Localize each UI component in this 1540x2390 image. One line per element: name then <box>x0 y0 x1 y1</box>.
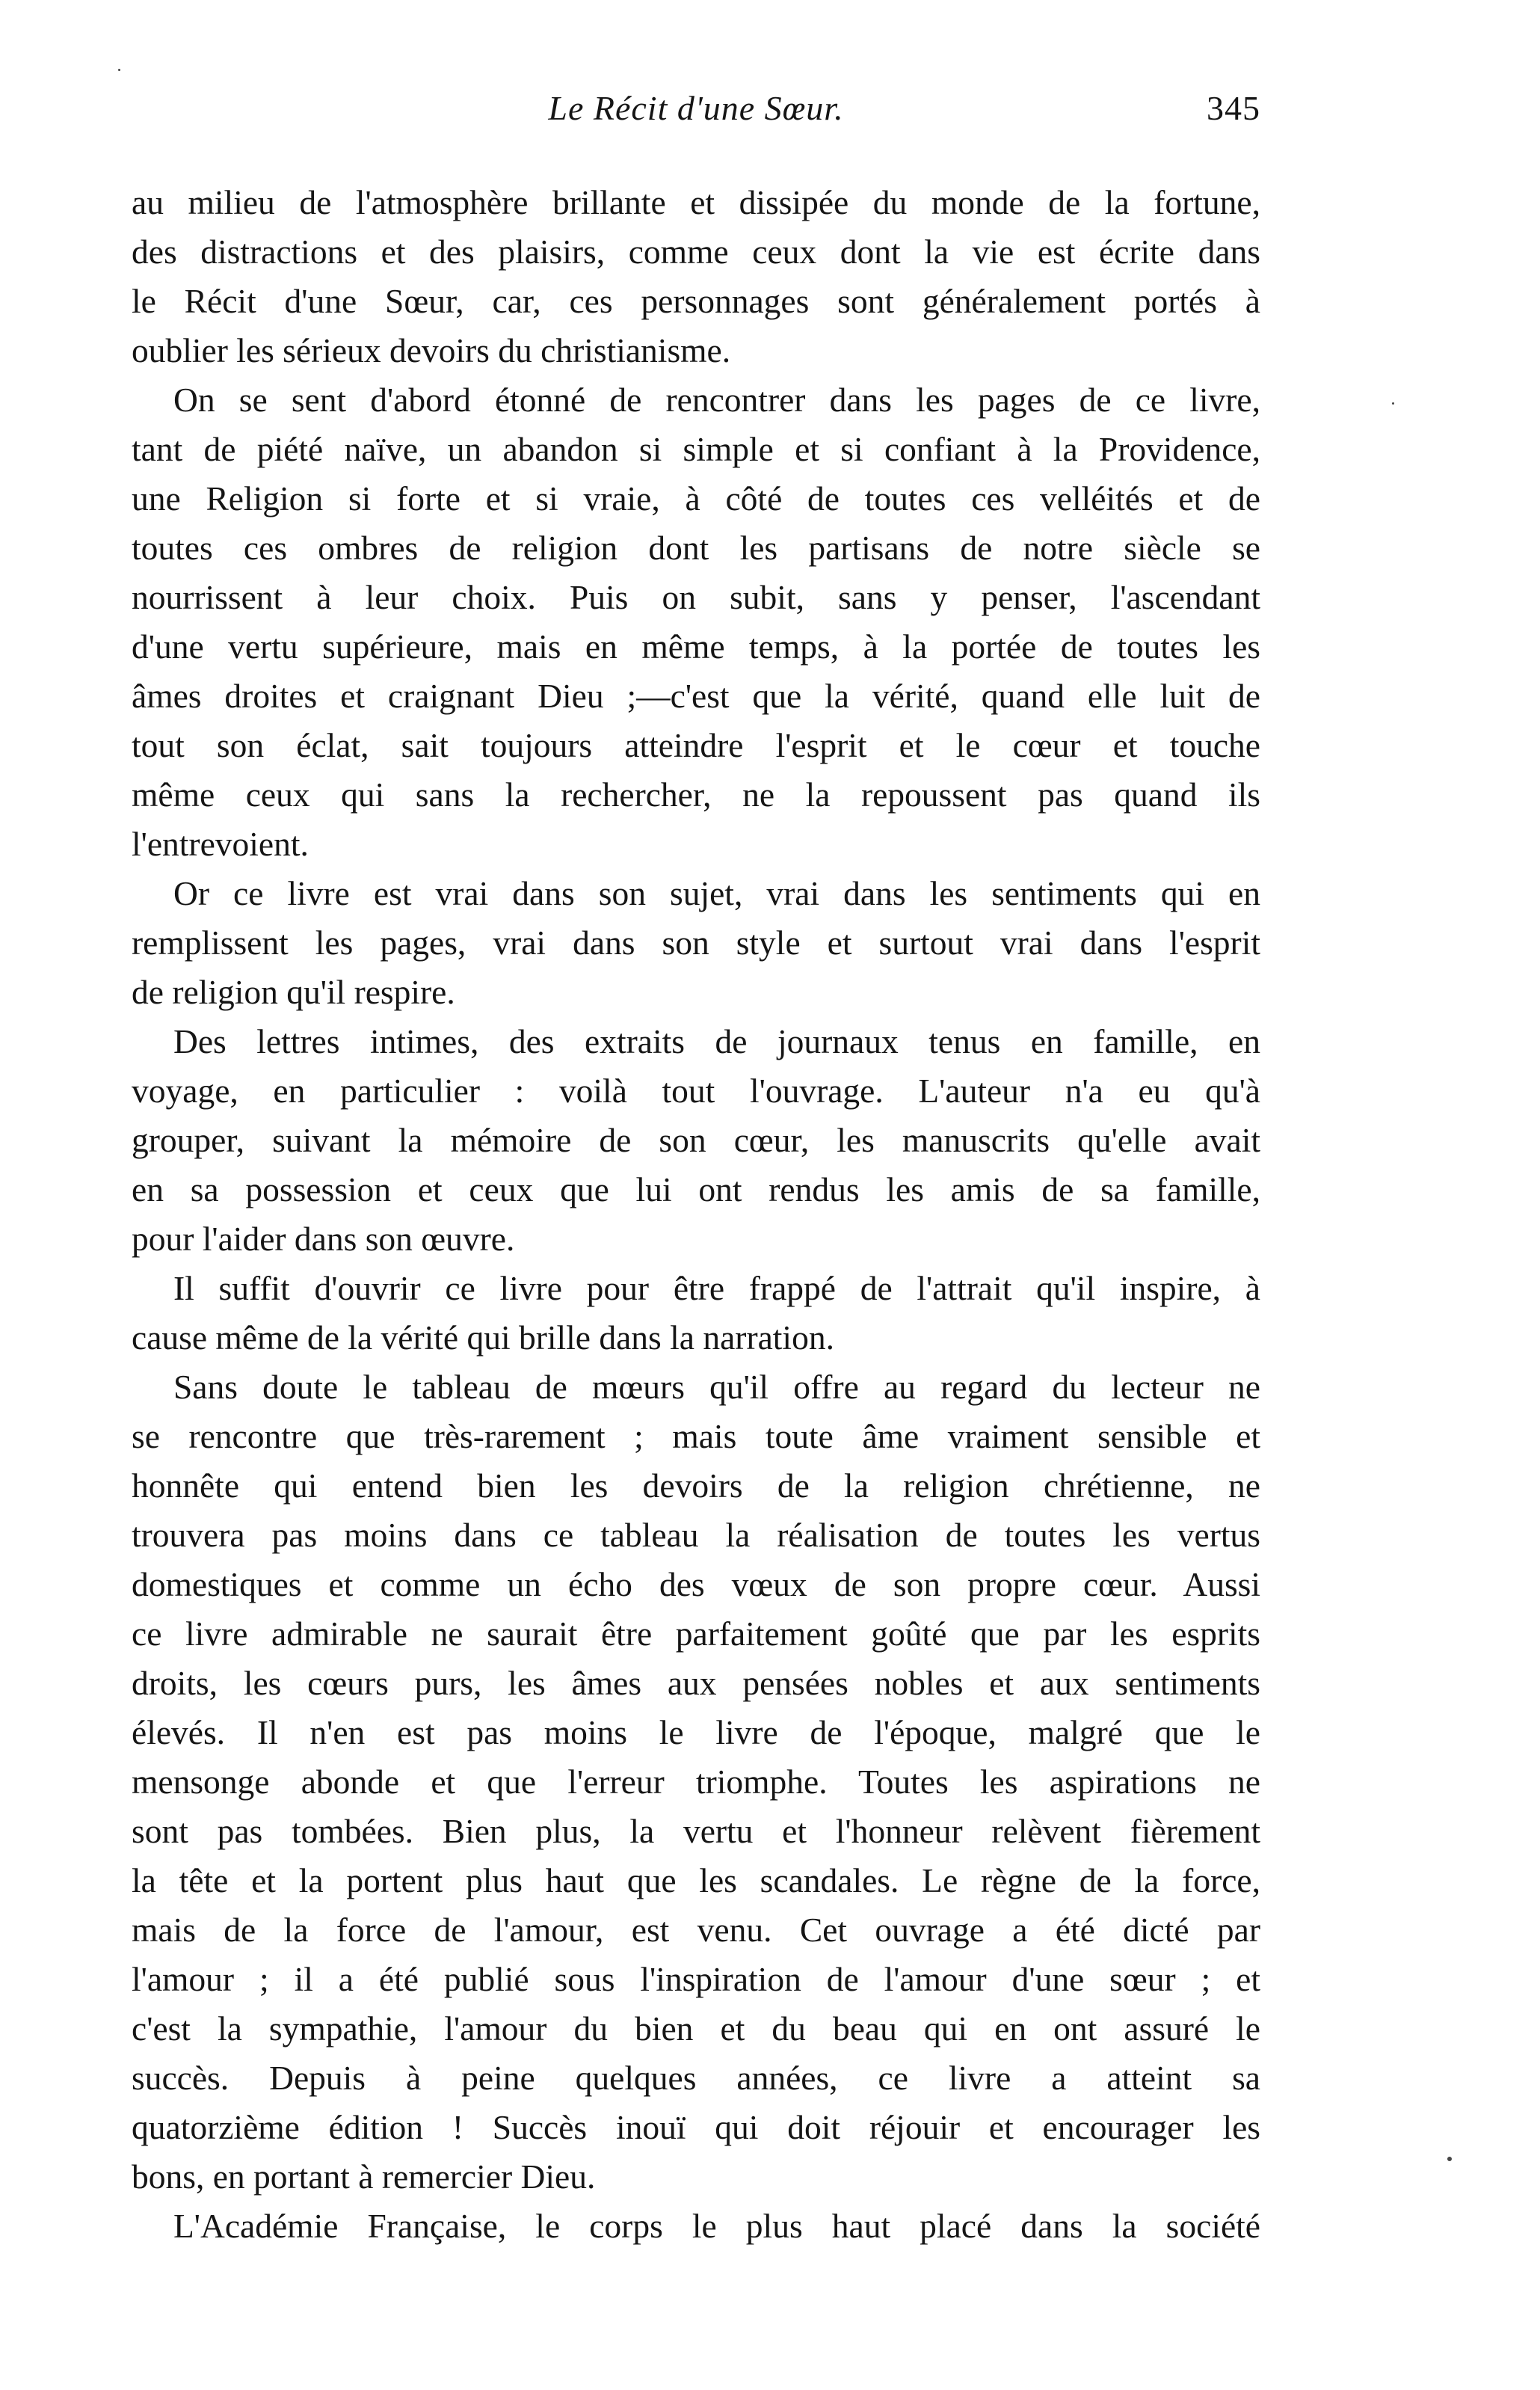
text-line: droits, les cœurs purs, les âmes aux pensées nobles et aux sentiments <box>132 1664 1260 1702</box>
text-line: des distractions et des plaisirs, comme ceux dont la vie est écrite dans <box>132 233 1260 271</box>
text-line: même ceux qui sans la rechercher, ne la repoussent pas quand ils <box>132 775 1260 814</box>
text-line: c'est la sympathie, l'amour du bien et du beau qui en ont assuré le <box>132 2009 1260 2048</box>
text-line: âmes droites et craignant Dieu ;—c'est que la vérité, quand elle luit de <box>132 677 1260 715</box>
text-line: oublier les sérieux devoirs du christianisme. <box>132 331 731 369</box>
text-line: ce livre admirable ne saurait être parfaitement goûté que par les esprits <box>132 1615 1260 1653</box>
text-line: L'Académie Française, le corps le plus haut placé dans la société <box>173 2207 1260 2245</box>
text-line: cause même de la vérité qui brille dans la narration. <box>132 1318 834 1357</box>
text-line: Des lettres intimes, des extraits de journaux tenus en famille, en <box>173 1022 1260 1060</box>
text-line: au milieu de l'atmosphère brillante et dissipée du monde de la fortune, <box>132 183 1260 221</box>
body-text <box>132 178 1260 2251</box>
text-line: quatorzième édition ! Succès inouï qui doit réjouir et encourager les <box>132 2108 1260 2146</box>
text-line: une Religion si forte et si vraie, à côté de toutes ces velléités et de <box>132 479 1260 517</box>
paper-speck <box>118 69 120 71</box>
text-line: nourrissent à leur choix. Puis on subit, sans y penser, l'ascendant <box>132 578 1260 616</box>
text-line: remplissent les pages, vrai dans son style et surtout vrai dans l'esprit <box>132 924 1260 962</box>
text-line: tant de piété naïve, un abandon si simple et si confiant à la Providence, <box>132 430 1260 468</box>
text-line: de religion qu'il respire. <box>132 973 455 1011</box>
text-line: Sans doute le tableau de mœurs qu'il offre au regard du lecteur ne <box>173 1368 1260 1406</box>
text-line: mensonge abonde et que l'erreur triomphe. Toutes les aspirations ne <box>132 1763 1260 1801</box>
text-line: en sa possession et ceux que lui ont rendus les amis de sa famille, <box>132 1170 1260 1208</box>
running-title: Le Récit d'une Sœur. <box>548 89 844 127</box>
text-line: la tête et la portent plus haut que les scandales. Le règne de la force, <box>132 1861 1260 1899</box>
text-line: l'entrevoient. <box>132 825 309 863</box>
text-line: mais de la force de l'amour, est venu. Cet ouvrage a été dicté par <box>132 1911 1260 1949</box>
text-line: d'une vertu supérieure, mais en même temps, à la portée de toutes les <box>132 627 1260 666</box>
text-line: se rencontre que très-rarement ; mais toute âme vraiment sensible et <box>132 1417 1260 1455</box>
text-line: bons, en portant à remercier Dieu. <box>132 2157 596 2196</box>
text-line: le Récit d'une Sœur, car, ces personnages sont généralement portés à <box>132 282 1260 320</box>
text-line: Il suffit d'ouvrir ce livre pour être frappé de l'attrait qu'il inspire, à <box>173 1269 1260 1307</box>
text-line: tout son éclat, sait toujours atteindre l'esprit et le cœur et touche <box>132 726 1260 764</box>
text-line: On se sent d'abord étonné de rencontrer dans les pages de ce livre, <box>173 381 1260 419</box>
text-line: domestiques et comme un écho des vœux de son propre cœur. Aussi <box>132 1565 1260 1603</box>
text-line: toutes ces ombres de religion dont les partisans de notre siècle se <box>132 529 1260 567</box>
text-line: honnête qui entend bien les devoirs de la religion chrétienne, ne <box>132 1466 1260 1505</box>
text-line: voyage, en particulier : voilà tout l'ouvrage. L'auteur n'a eu qu'à <box>132 1072 1260 1110</box>
text-line: Or ce livre est vrai dans son sujet, vrai dans les sentiments qui en <box>173 874 1260 912</box>
text-line: trouvera pas moins dans ce tableau la réalisation de toutes les vertus <box>132 1516 1260 1554</box>
running-head <box>132 88 1260 141</box>
text-line: pour l'aider dans son œuvre. <box>132 1220 515 1258</box>
paper-speck <box>1392 402 1394 405</box>
text-line: sont pas tombées. Bien plus, la vertu et l'honneur relèvent fièrement <box>132 1812 1260 1850</box>
text-line: élevés. Il n'en est pas moins le livre de l'époque, malgré que le <box>132 1713 1260 1751</box>
paper-speck <box>1447 2157 1452 2161</box>
text-line: succès. Depuis à peine quelques années, ce livre a atteint sa <box>132 2059 1260 2097</box>
page-number: 345 <box>1207 89 1260 127</box>
text-line: l'amour ; il a été publié sous l'inspiration de l'amour d'une sœur ; et <box>132 1960 1260 1998</box>
text-line: grouper, suivant la mémoire de son cœur, les manuscrits qu'elle avait <box>132 1121 1260 1159</box>
